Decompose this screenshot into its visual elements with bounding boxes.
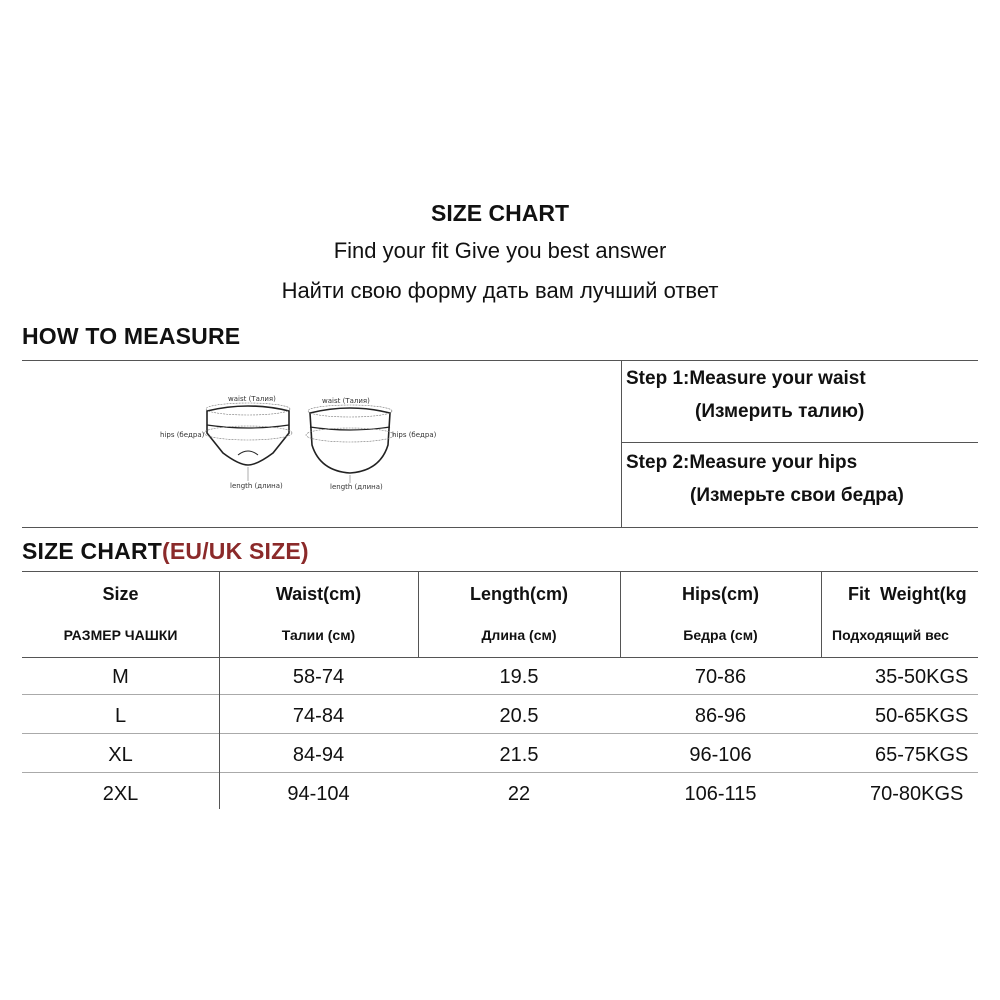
step1-english: Step 1:Measure your waist <box>626 368 866 389</box>
front-length-label: length (длина) <box>230 482 283 490</box>
column-subheader-weight: Подходящий вес <box>832 627 949 643</box>
column-subheader-length: Длина (см) <box>481 627 557 643</box>
cell-length: 19.5 <box>499 666 539 688</box>
cell-size: M <box>112 666 129 688</box>
cell-waist: 74-84 <box>292 705 345 727</box>
front-hips-label: hips (бедра) <box>160 431 205 439</box>
cell-weight: 35-50KGS <box>875 666 969 688</box>
column-header-size: Size <box>102 584 139 604</box>
cell-hips: 86-96 <box>694 705 747 727</box>
cell-weight: 65-75KGS <box>875 744 969 766</box>
column-header-hips: Hips(cm) <box>681 584 759 604</box>
back-brief-icon <box>306 405 394 483</box>
size-chart-heading <box>22 538 309 565</box>
step2-russian: (Измерьте свои бедра) <box>690 485 904 506</box>
cell-waist: 94-104 <box>287 783 350 805</box>
table-border <box>22 571 978 572</box>
divider <box>22 527 978 528</box>
cell-hips: 106-115 <box>684 783 757 805</box>
table-border <box>22 772 978 773</box>
measurement-diagram <box>150 385 450 500</box>
table-border <box>22 657 978 658</box>
column-subheader-hips: Бедра (см) <box>683 627 758 643</box>
size-chart-heading-accent: (EU/UK SIZE) <box>162 538 309 564</box>
back-waist-label: waist (Талия) <box>322 397 370 405</box>
cell-size: XL <box>108 744 133 766</box>
step2-english: Step 2:Measure your hips <box>626 452 858 473</box>
step1-russian: (Измерить талию) <box>695 401 865 422</box>
front-waist-label: waist (Талия) <box>228 395 276 403</box>
back-hips-label: hips (бедра) <box>392 431 437 439</box>
cell-weight: 70-80KGS <box>870 783 964 805</box>
column-header-waist: Waist(cm) <box>275 584 362 604</box>
table-border <box>22 694 978 695</box>
column-header-length: Length(cm) <box>470 584 568 604</box>
column-subheader-waist: Талии (см) <box>281 627 356 643</box>
cell-length: 21.5 <box>499 744 539 766</box>
how-to-measure-heading: HOW TO MEASURE <box>22 323 241 349</box>
subtitle-english: Find your fit Give you best answer <box>333 238 667 263</box>
cell-weight: 50-65KGS <box>875 705 969 727</box>
column-header-weight: Fit Weight(kg <box>848 584 967 604</box>
table-border <box>219 571 220 809</box>
cell-size: L <box>114 705 127 727</box>
size-chart-heading-main: SIZE CHART <box>22 538 162 564</box>
front-brief-icon <box>204 403 292 481</box>
cell-hips: 96-106 <box>689 744 752 766</box>
table-border <box>821 571 822 657</box>
column-subheader-size: РАЗМЕР ЧАШКИ <box>63 627 178 643</box>
divider <box>621 360 622 527</box>
back-length-label: length (длина) <box>330 483 383 491</box>
cell-length: 22 <box>507 783 531 805</box>
cell-length: 20.5 <box>499 705 539 727</box>
divider <box>621 442 978 443</box>
divider <box>22 360 978 361</box>
table-border <box>22 733 978 734</box>
cell-waist: 84-94 <box>292 744 345 766</box>
cell-size: 2XL <box>102 783 139 805</box>
page-title: SIZE CHART <box>431 200 569 226</box>
cell-waist: 58-74 <box>292 666 345 688</box>
subtitle-russian: Найти свою форму дать вам лучший ответ <box>281 278 719 303</box>
cell-hips: 70-86 <box>694 666 747 688</box>
